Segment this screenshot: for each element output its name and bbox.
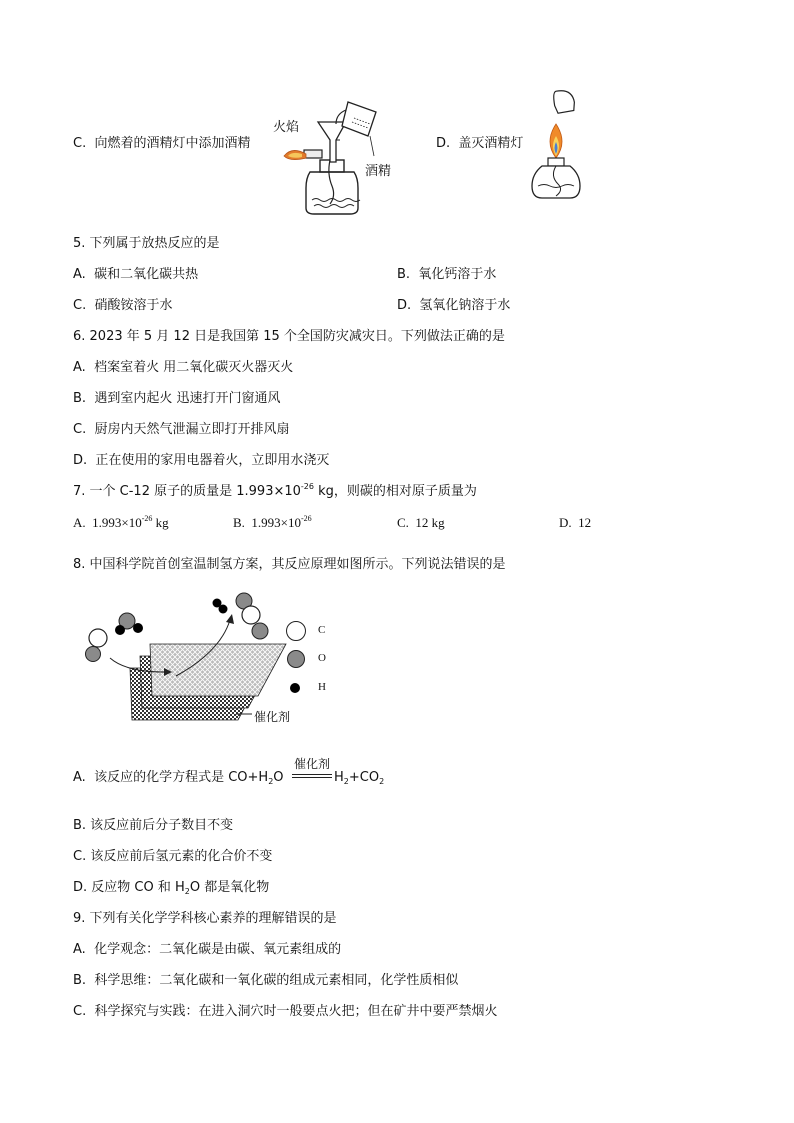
- option-letter: D.: [559, 515, 572, 530]
- equals-line: [292, 777, 332, 778]
- option-text: D. 反应物 CO 和 H: [73, 880, 185, 895]
- subscript: 2: [268, 777, 274, 786]
- legend-label-hydrogen: H: [318, 681, 326, 693]
- q4-option-d: [436, 136, 523, 152]
- option-unit: kg: [152, 515, 169, 530]
- equals-line: [292, 774, 332, 775]
- q8-stem: 8. 中国科学院首创室温制氢方案，其反应原理如图所示。下列说法错误的是: [73, 557, 506, 572]
- arrow-condition-label: 催化剂: [293, 757, 330, 771]
- option-letter: C.: [73, 422, 87, 437]
- q6-stem: 6. 2023 年 5 月 12 日是我国第 15 个全国防灾减灾日。下列做法正确的是: [73, 329, 505, 344]
- legend-label-carbon: C: [318, 624, 326, 636]
- option-letter: A.: [73, 267, 86, 282]
- option-text: 氢氧化钠溶于水: [419, 298, 511, 313]
- option-text: 盖灭酒精灯: [458, 136, 524, 151]
- adding-alcohol-illustration: [270, 96, 400, 220]
- subscript: 2: [343, 777, 349, 786]
- q8-option-c: C. 该反应前后氢元素的化合价不变: [73, 849, 273, 864]
- q9-stem: 9. 下列有关化学学科核心素养的理解错误的是: [73, 911, 337, 926]
- q6-option-a: [73, 360, 293, 376]
- reaction-arrow: [290, 757, 334, 783]
- q4-option-c: [73, 136, 251, 152]
- q5-option-d: [397, 298, 510, 314]
- q5-option-b: [397, 267, 496, 283]
- option-text: 该反应的化学方程式是 CO+H: [94, 770, 269, 785]
- option-letter: D.: [436, 136, 451, 151]
- option-letter: B.: [233, 515, 245, 530]
- cap-lamp-illustration: [528, 86, 588, 202]
- subscript: 2: [184, 887, 190, 896]
- catalyst-label: 催化剂: [254, 710, 291, 724]
- q9-option-a: [73, 942, 341, 958]
- option-letter: A.: [73, 770, 86, 785]
- q8-option-a: [73, 770, 284, 786]
- q8-option-b: B. 该反应前后分子数目不变: [73, 818, 234, 833]
- q9-option-c: [73, 1004, 498, 1020]
- option-letter: D.: [397, 298, 412, 313]
- legend-oxygen: [287, 650, 305, 668]
- option-text: 碳和二氧化碳共热: [94, 267, 199, 282]
- option-text: 遇到室内起火 迅速打开门窗通风: [94, 391, 281, 406]
- subscript: 2: [379, 777, 385, 786]
- equation-products: [334, 770, 384, 786]
- option-text: 1.993×10: [92, 515, 142, 530]
- option-letter: C.: [73, 1004, 87, 1019]
- q5-stem: 5. 下列属于放热反应的是: [73, 236, 220, 251]
- option-text: O: [273, 770, 284, 785]
- exponent: -26: [300, 482, 314, 491]
- option-letter: A.: [73, 360, 86, 375]
- flame-label: 火焰: [273, 120, 300, 135]
- exponent: -26: [141, 514, 153, 523]
- option-letter: A.: [73, 942, 86, 957]
- option-text: O 都是氧化物: [189, 880, 270, 895]
- option-text: 档案室着火 用二氧化碳灭火器灭火: [94, 360, 294, 375]
- legend-hydrogen: [290, 683, 300, 693]
- q6-option-b: [73, 391, 280, 407]
- option-letter: C.: [73, 136, 87, 151]
- exponent: -26: [301, 514, 312, 523]
- option-letter: B.: [73, 391, 87, 406]
- option-text: 科学思维：二氧化碳和一氧化碳的组成元素相同，化学性质相似: [94, 973, 459, 988]
- option-letter: C.: [73, 298, 87, 313]
- q7-option-c: [397, 515, 445, 531]
- option-letter: D.: [73, 453, 88, 468]
- option-text: 厨房内天然气泄漏立即打开排风扇: [94, 422, 290, 437]
- option-letter: B.: [73, 973, 87, 988]
- q6-option-d: [73, 453, 329, 469]
- option-text: 1.993×10: [251, 515, 302, 530]
- option-text: 硝酸铵溶于水: [94, 298, 173, 313]
- option-letter: A.: [73, 515, 86, 530]
- q7-stem: [73, 484, 477, 500]
- option-text: 科学探究与实践：在进入洞穴时一般要点火把；但在矿井中要严禁烟火: [94, 1004, 498, 1019]
- option-text: 向燃着的酒精灯中添加酒精: [94, 136, 251, 151]
- legend-label-oxygen: O: [318, 652, 326, 664]
- q9-option-b: [73, 973, 458, 989]
- option-text: 氧化钙溶于水: [418, 267, 497, 282]
- stem-text: 7. 一个 C-12 原子的质量是 1.993×10: [73, 484, 301, 499]
- option-letter: B.: [397, 267, 411, 282]
- option-text: 正在使用的家用电器着火，立即用水浇灭: [95, 453, 330, 468]
- q5-option-a: [73, 267, 198, 283]
- option-text: H: [334, 770, 344, 785]
- q8-option-d: [73, 880, 269, 896]
- alcohol-label: 酒精: [365, 164, 392, 179]
- option-text: +CO: [348, 770, 380, 785]
- option-text: 化学观念：二氧化碳是由碳、氧元素组成的: [94, 942, 342, 957]
- stem-text: kg，则碳的相对原子质量为: [313, 484, 477, 499]
- q6-option-c: [73, 422, 290, 438]
- q7-option-a: [73, 515, 169, 531]
- option-text: 12: [578, 515, 592, 530]
- q7-option-b: [233, 515, 312, 531]
- option-text: 12 kg: [415, 515, 445, 530]
- q7-option-d: [559, 515, 591, 531]
- legend-carbon: [286, 621, 306, 641]
- q5-option-c: [73, 298, 173, 314]
- option-letter: C.: [397, 515, 409, 530]
